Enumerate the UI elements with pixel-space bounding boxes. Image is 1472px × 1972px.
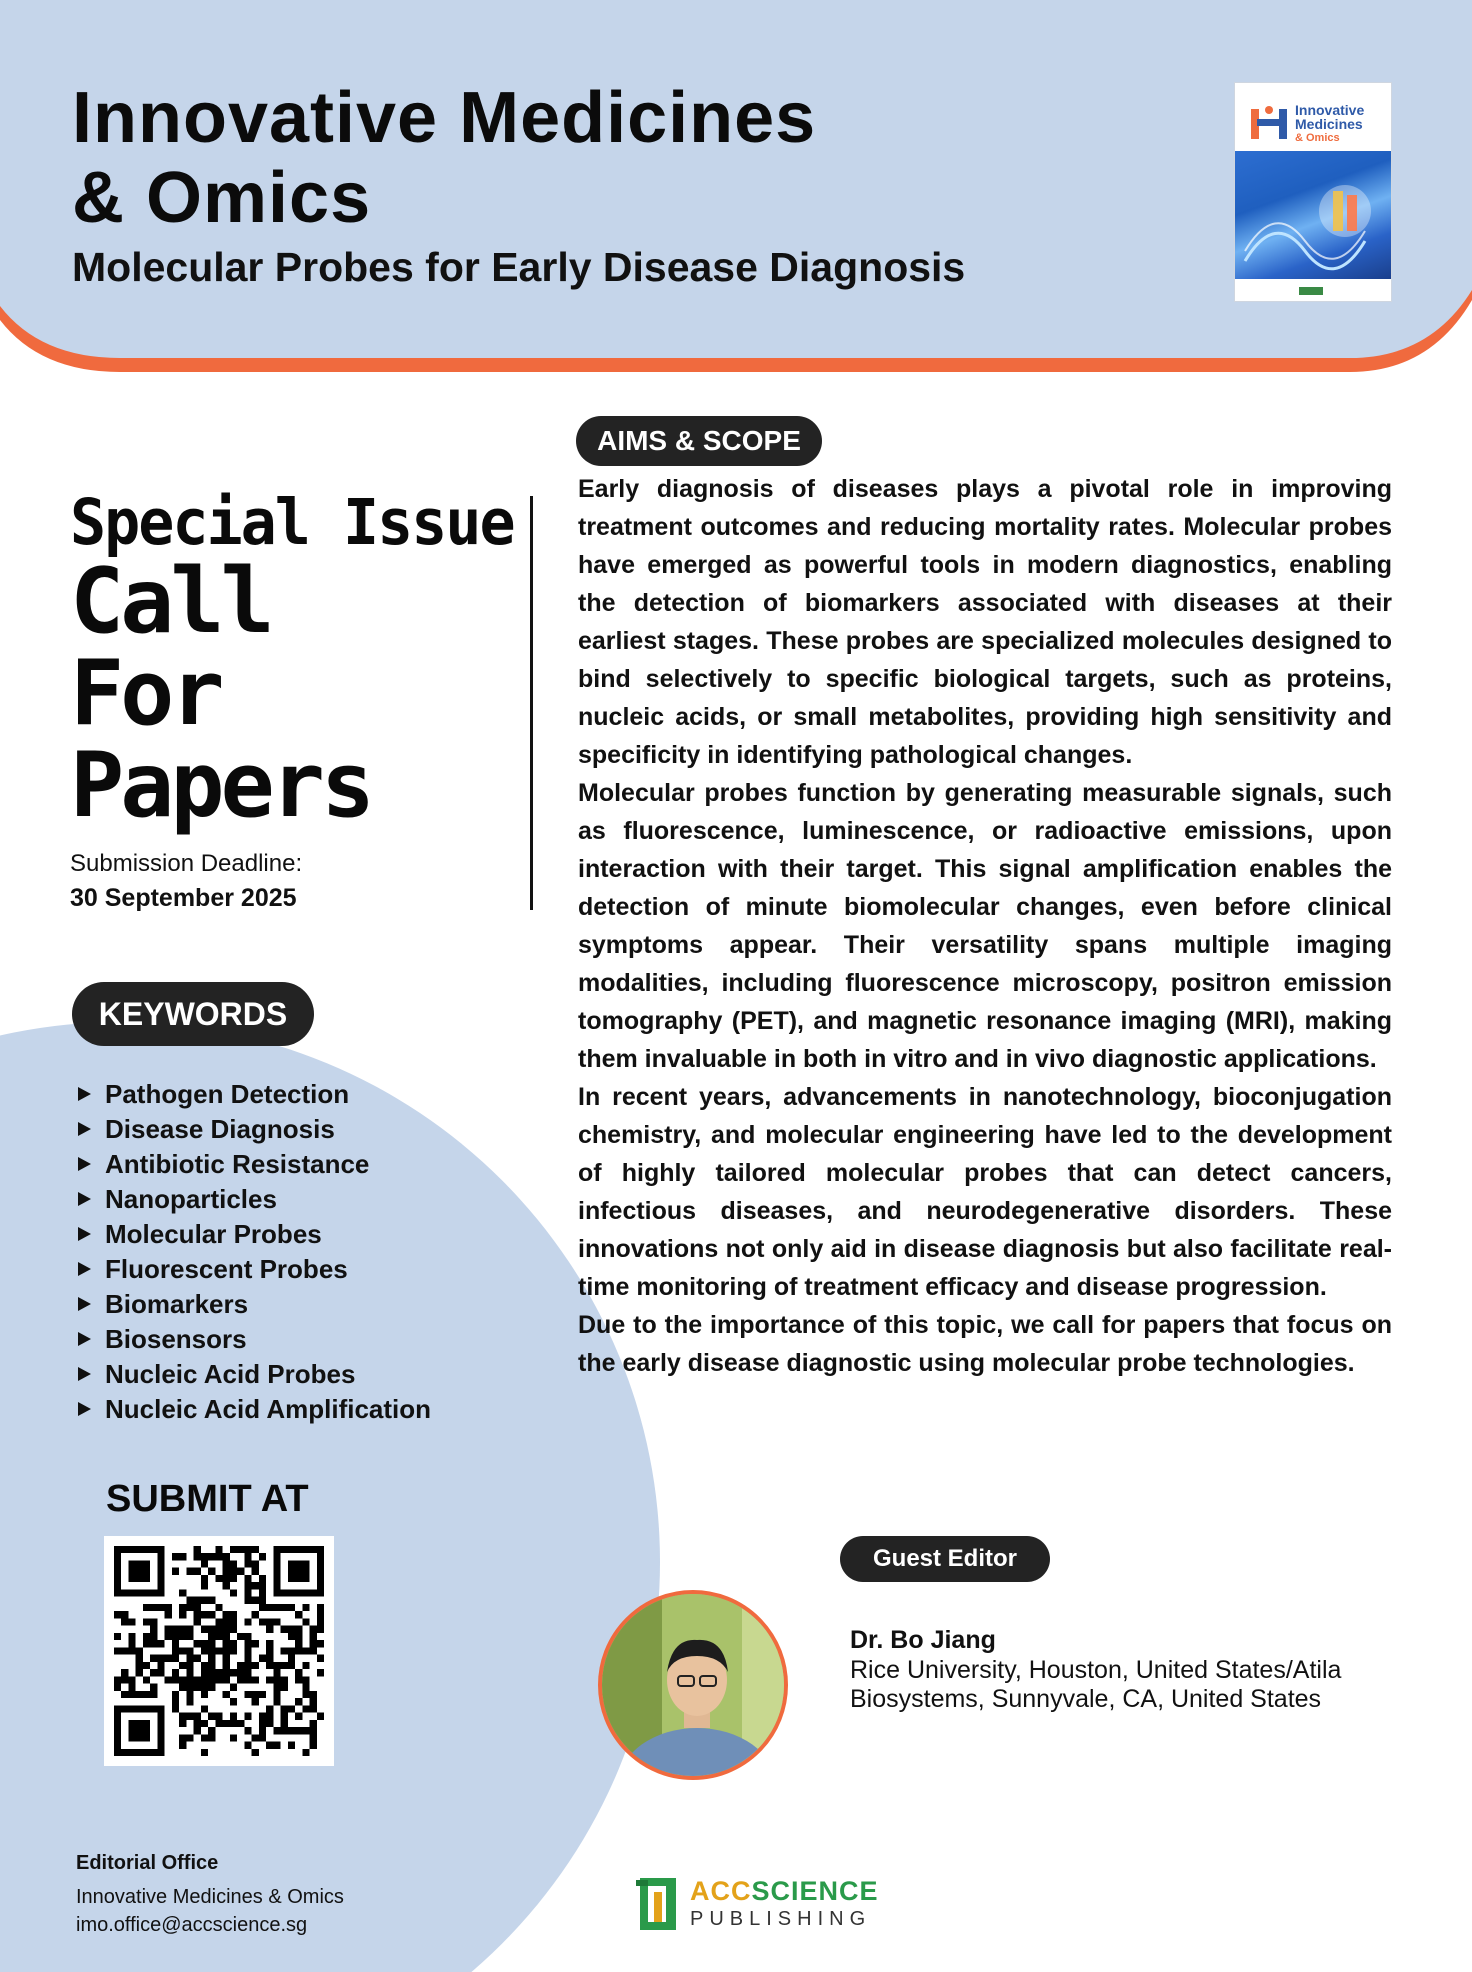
editorial-office-name: Innovative Medicines & Omics xyxy=(76,1886,344,1908)
triangle-bullet-icon xyxy=(78,1157,91,1171)
aims-scope-text xyxy=(578,470,1392,1382)
list-item: Fluorescent Probes xyxy=(74,1251,431,1286)
list-item: Nanoparticles xyxy=(74,1181,431,1216)
keywords-heading: KEYWORDS xyxy=(72,982,314,1046)
triangle-bullet-icon xyxy=(78,1122,91,1136)
list-item: Nucleic Acid Probes xyxy=(74,1356,431,1391)
qr-code-icon xyxy=(114,1546,324,1756)
publisher-name: ACCSCIENCE xyxy=(690,1876,879,1906)
list-item: Biomarkers xyxy=(74,1286,431,1321)
aims-scope-heading: AIMS & SCOPE xyxy=(576,416,822,466)
triangle-bullet-icon xyxy=(78,1367,91,1381)
deadline-date: 30 September 2025 xyxy=(70,884,297,912)
journal-logo-icon xyxy=(1249,103,1289,143)
aims-paragraph: In recent years, advancements in nanotechnology, bioconjugation chemistry, and molecular engineering have led to the development of highly tailored molecular probes that can detect cancers, infectious diseases, and neurodegenerative disorders. These innovations not only aid in disease diagnosis but also facilitate real-time monitoring of treatment efficacy and disease progression. xyxy=(578,1083,1392,1301)
cover-journal-name: Innovative Medicines & Omics xyxy=(1295,102,1365,144)
publisher-subtitle: PUBLISHING xyxy=(690,1908,872,1930)
list-item: Disease Diagnosis xyxy=(74,1111,431,1146)
submission-qr-code[interactable] xyxy=(104,1536,334,1766)
triangle-bullet-icon xyxy=(78,1227,91,1241)
divider xyxy=(530,496,533,910)
list-item: Molecular Probes xyxy=(74,1216,431,1251)
submit-at-heading: SUBMIT AT xyxy=(106,1478,309,1520)
list-item: Nucleic Acid Amplification xyxy=(74,1391,431,1426)
publisher-logo xyxy=(636,1872,879,1936)
call-for-papers-heading: Special Issue Call For Papers xyxy=(70,486,514,838)
guest-editor-name: Dr. Bo Jiang xyxy=(850,1626,996,1654)
journal-cover xyxy=(1234,82,1392,302)
guest-editor-avatar xyxy=(598,1590,788,1780)
list-item: Biosensors xyxy=(74,1321,431,1356)
list-item: Pathogen Detection xyxy=(74,1076,431,1111)
issue-topic: Molecular Probes for Early Disease Diagnosis xyxy=(72,244,966,290)
accscience-logo-icon xyxy=(636,1874,680,1934)
journal-title: Innovative Medicines & Omics xyxy=(72,78,817,238)
deadline-label: Submission Deadline: xyxy=(70,850,303,877)
editorial-office-email[interactable]: imo.office@accscience.sg xyxy=(76,1914,308,1936)
list-item: Antibiotic Resistance xyxy=(74,1146,431,1181)
triangle-bullet-icon xyxy=(78,1087,91,1101)
triangle-bullet-icon xyxy=(78,1402,91,1416)
triangle-bullet-icon xyxy=(78,1297,91,1311)
cover-artwork xyxy=(1235,151,1391,279)
cover-publisher-mark xyxy=(1299,287,1323,295)
aims-paragraph: Due to the importance of this topic, we call for papers that focus on the early disease diagnostic using molecular probe technologies. xyxy=(578,1311,1392,1377)
keywords-list xyxy=(74,1076,431,1426)
triangle-bullet-icon xyxy=(78,1332,91,1346)
aims-paragraph: Molecular probes function by generating measurable signals, such as fluorescence, luminescence, or radioactive emissions, upon interaction with their target. This signal amplification enables the detection of minute biomolecular changes, even before clinical symptoms appear. Their versatility spans multiple imaging modalities, including fluorescence microscopy, positron emission tomography (PET), and magnetic resonance imaging (MRI), making them invaluable in both in vitro and in vivo diagnostic applications. xyxy=(578,779,1392,1073)
guest-editor-affiliation: Rice University, Houston, United States/Atila Biosystems, Sunnyvale, CA, United States xyxy=(850,1656,1342,1713)
aims-paragraph: Early diagnosis of diseases plays a pivotal role in improving treatment outcomes and reducing mortality rates. Molecular probes have emerged as powerful tools in modern diagnostics, enabling the detection of biomarkers associated with diseases at their earliest stages. These probes are specialized molecules designed to bind selectively to specific biological targets, such as proteins, nucleic acids, or small metabolites, providing high sensitivity and specificity in identifying pathological changes. xyxy=(578,475,1392,769)
triangle-bullet-icon xyxy=(78,1262,91,1276)
guest-editor-heading: Guest Editor xyxy=(840,1536,1050,1582)
triangle-bullet-icon xyxy=(78,1192,91,1206)
editorial-office-title: Editorial Office xyxy=(76,1852,219,1874)
